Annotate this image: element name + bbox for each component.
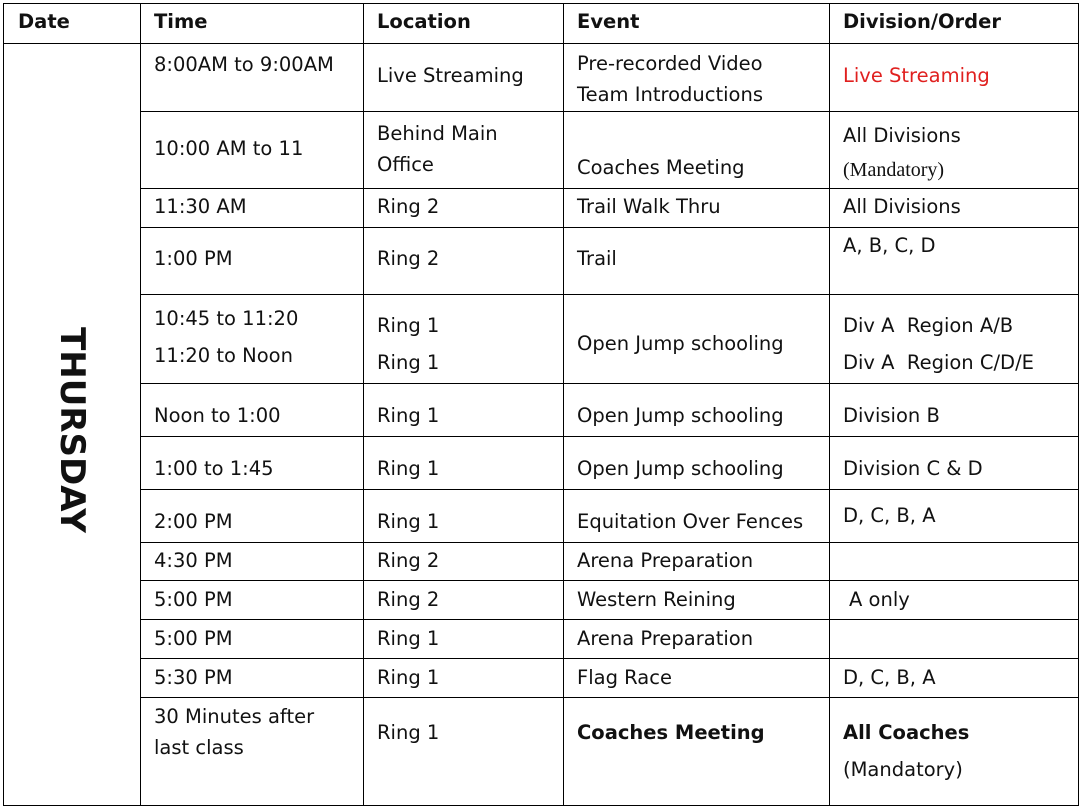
table-cell: Div A Region C/D/E [843,351,1034,374]
header-time: Time [154,10,208,33]
table-cell: Division B [843,404,940,427]
table-cell: Coaches Meeting [577,156,745,179]
table-rule [3,3,1079,4]
table-rule [829,3,830,806]
table-cell: Open Jump schooling [577,404,784,427]
table-rule [140,383,1079,384]
table-rule [140,188,1079,189]
table-cell: 10:45 to 11:20 [154,307,299,330]
table-rule [3,805,1079,806]
table-rule [140,227,1079,228]
table-cell: Trail Walk Thru [577,195,721,218]
table-cell: Ring 1 [377,314,440,337]
table-rule [140,542,1079,543]
table-cell: D, C, B, A [843,504,936,527]
table-cell: Western Reining [577,588,736,611]
table-rule [140,111,1079,112]
table-cell: (Mandatory) [843,758,963,781]
table-cell: Open Jump schooling [577,457,784,480]
table-rule [363,3,364,806]
table-rule [140,489,1079,490]
table-cell: Ring 2 [377,247,440,270]
table-cell: Div A Region A/B [843,314,1014,337]
table-cell: (Mandatory) [843,159,945,181]
header-event: Event [577,10,640,33]
table-rule [140,294,1079,295]
table-cell: 10:00 AM to 11 [154,137,304,160]
day-label: THURSDAY [51,327,92,533]
table-cell: A, B, C, D [843,234,936,257]
table-cell: 5:30 PM [154,666,233,689]
table-cell: Ring 1 [377,627,440,650]
table-cell: Noon to 1:00 [154,404,281,427]
table-cell: Team Introductions [577,83,763,106]
table-cell: 5:00 PM [154,588,233,611]
table-cell: Open Jump schooling [577,332,784,355]
table-cell: 8:00AM to 9:00AM [154,53,334,76]
table-cell: 2:00 PM [154,510,233,533]
table-cell: Ring 2 [377,549,440,572]
table-cell: Ring 1 [377,510,440,533]
table-cell: Arena Preparation [577,549,754,572]
table-cell: Arena Preparation [577,627,754,650]
table-cell: 11:20 to Noon [154,344,293,367]
table-cell: 1:00 to 1:45 [154,457,274,480]
table-cell: D, C, B, A [843,666,936,689]
table-rule [3,43,1079,44]
table-cell: Live Streaming [843,64,990,87]
table-cell: Ring 2 [377,588,440,611]
table-cell: Office [377,153,434,176]
table-cell: Equitation Over Fences [577,510,804,533]
table-cell: 4:30 PM [154,549,233,572]
header-division: Division/Order [843,10,1001,33]
table-rule [563,3,564,806]
table-cell: Flag Race [577,666,672,689]
table-cell: 30 Minutes after [154,705,315,728]
table-cell: A only [849,588,910,611]
header-date: Date [18,10,70,33]
table-rule [140,3,141,806]
table-cell: Division C & D [843,457,983,480]
table-cell: 11:30 AM [154,195,247,218]
table-cell: Coaches Meeting [577,721,765,744]
table-cell: last class [154,736,244,759]
table-cell: Ring 1 [377,666,440,689]
table-cell: Ring 1 [377,404,440,427]
table-cell: Trail [577,247,617,270]
table-rule [140,697,1079,698]
table-cell: All Divisions [843,195,961,218]
table-cell: All Coaches [843,721,970,744]
table-cell: Ring 1 [377,457,440,480]
table-cell: Live Streaming [377,64,524,87]
table-cell: 5:00 PM [154,627,233,650]
table-cell: Pre-recorded Video [577,52,763,75]
table-cell: 1:00 PM [154,247,233,270]
table-rule [140,658,1079,659]
table-cell: All Divisions [843,124,961,147]
table-rule [140,619,1079,620]
table-cell: Ring 1 [377,351,440,374]
header-location: Location [377,10,471,33]
table-rule [140,580,1079,581]
table-cell: Behind Main [377,122,498,145]
table-cell: Ring 1 [377,721,440,744]
table-cell: Ring 2 [377,195,440,218]
day-cell [3,280,140,580]
table-rule [140,436,1079,437]
table-rule [1078,3,1079,806]
